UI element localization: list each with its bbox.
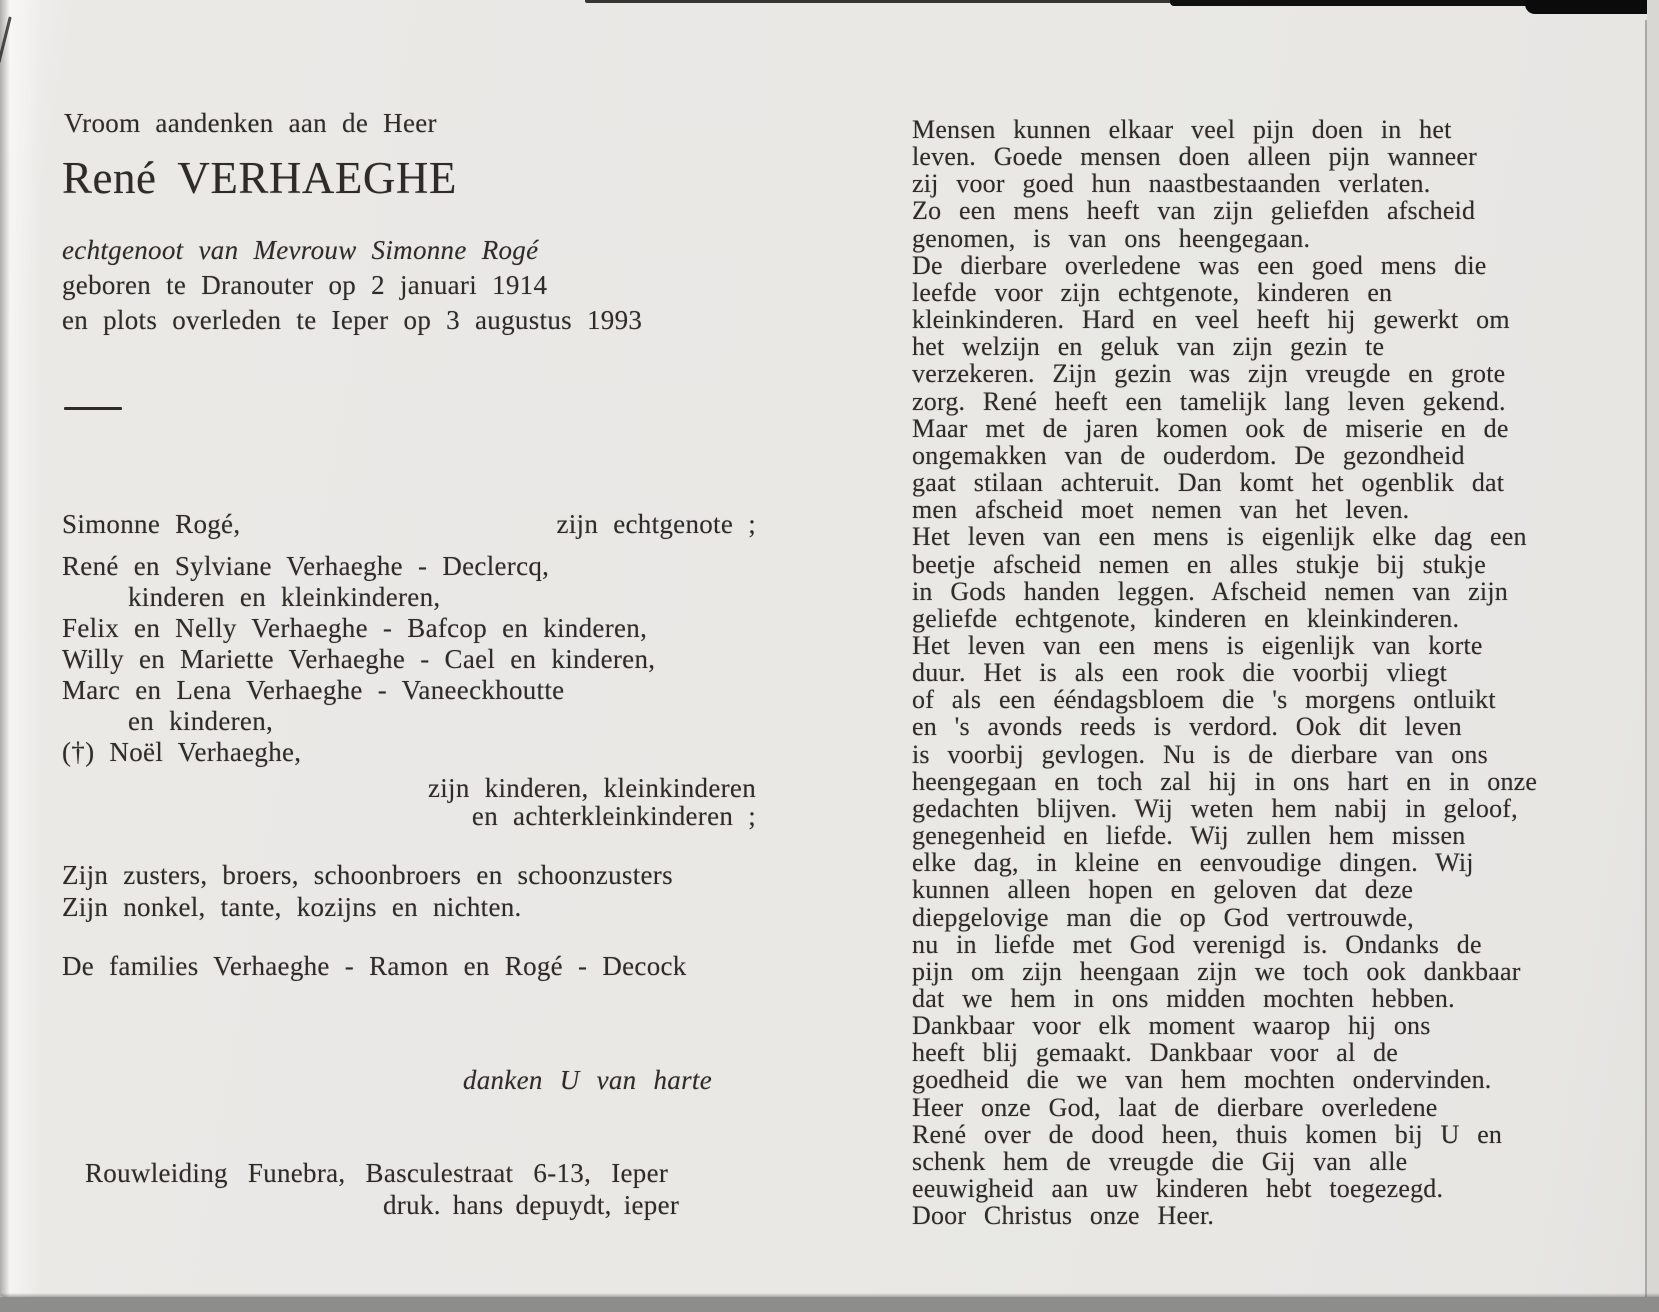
children-closing	[62, 774, 756, 830]
separator-dash	[64, 407, 122, 410]
children-closing-line: zijn kinderen, kleinkinderen	[427, 773, 756, 803]
family-line: (†) Noël Verhaeghe,	[62, 737, 302, 767]
memorial-text-line: heeft blij gemaakt. Dankbaar voor al de	[912, 1038, 1399, 1068]
memorial-text-line: heengegaan en toch zal hij in ons hart en in onze	[912, 766, 1538, 796]
memorial-text-line: dat we hem in ons midden mochten hebben.	[912, 984, 1455, 1013]
family-line: René en Sylviane Verhaeghe - Declercq,	[62, 551, 550, 581]
scan-left-shadow-edge	[0, 0, 10, 1312]
memorial-text-line: beetje afscheid nemen en alles stukje bij stukje	[912, 549, 1486, 579]
memorial-text-line: leefde voor zijn echtgenote, kinderen en	[912, 277, 1393, 307]
memorial-text-line: leven. Goede mensen doen alleen pijn wanneer	[912, 142, 1477, 172]
memorial-text-line: pijn om zijn heengaan zijn we toch ook dankbaar	[912, 956, 1521, 986]
memorial-text-line: en 's avonds reeds is verdord. Ook dit leven	[912, 712, 1462, 742]
memorial-text-line: De dierbare overledene was een goed mens die	[912, 250, 1487, 280]
memorial-text-line: het welzijn en geluk van zijn gezin te	[912, 332, 1385, 362]
family-line: Willy en Mariette Verhaeghe - Cael en kinderen,	[62, 644, 656, 674]
memorial-text-line: gedachten blijven. Wij weten hem nabij in geloof,	[912, 793, 1518, 823]
memorial-text	[912, 116, 1537, 1229]
intro-line: Vroom aandenken aan de Heer	[64, 108, 437, 138]
memorial-text-line: diepgelovige man die op God vertrouwde,	[912, 902, 1414, 932]
memorial-text-line: René over de dood heen, thuis komen bij U en	[912, 1119, 1503, 1149]
memorial-text-line: zij voor goed hun naastbestaanden verlaten.	[912, 169, 1431, 199]
memorial-text-line: zorg. René heeft een tamelijk lang leven gekend.	[912, 386, 1506, 416]
memorial-text-line: Door Christus onze Heer.	[912, 1201, 1215, 1231]
memorial-text-line: Zo een mens heeft van zijn geliefden afscheid	[912, 196, 1476, 226]
memorial-text-line: genomen, is van ons heengegaan.	[912, 223, 1311, 253]
memorial-text-line: verzekeren. Zijn gezin was zijn vreugde en grote	[912, 359, 1506, 389]
memorial-text-line: Het leven van een mens is eigenlijk van korte	[912, 630, 1483, 660]
scanner-background-bar	[0, 1297, 1659, 1312]
thanks-line: danken U van harte	[462, 1065, 712, 1095]
memorial-text-line: genegenheid en liefde. Wij zullen hem missen	[912, 821, 1466, 851]
widow-relation: zijn echtgenote ;	[556, 509, 756, 539]
memorial-text-line: in Gods handen leggen. Afscheid nemen van zijn	[912, 576, 1508, 606]
memorial-text-line: eeuwigheid aan uw kinderen hebt toegezegd.	[912, 1174, 1444, 1204]
relatives-line: Zijn nonkel, tante, kozijns en nichten.	[62, 891, 522, 922]
families-line: De families Verhaeghe - Ramon en Rogé - Decock	[62, 951, 687, 981]
memorial-text-line: Heer onze God, laat de dierbare overledene	[912, 1092, 1438, 1122]
family-line: kinderen en kleinkinderen,	[128, 582, 441, 612]
family-line: Felix en Nelly Verhaeghe - Bafcop en kinderen,	[62, 613, 648, 643]
memorial-text-line: schenk hem de vreugde die Gij van alle	[912, 1146, 1408, 1176]
funeral-home-line: Rouwleiding Funebra, Basculestraat 6-13, Ieper	[85, 1158, 669, 1188]
widow-name: Simonne Rogé,	[62, 509, 241, 539]
deceased-name: René VERHAEGHE	[62, 153, 457, 203]
memorial-text-line: is voorbij gevlogen. Nu is de dierbare van ons	[912, 739, 1488, 769]
family-line: Marc en Lena Verhaeghe - Vaneeckhoutte	[62, 675, 565, 705]
memorial-text-line: goedheid die we van hem mochten ondervinden.	[912, 1065, 1492, 1095]
memorial-text-line: of als een ééndagsbloem die 's morgens ontluikt	[912, 685, 1496, 715]
memorial-text-line: elke dag, in kleine en eenvoudige dingen. Wij	[912, 848, 1474, 878]
memorial-text-line: kunnen alleen hopen en geloven dat deze	[912, 875, 1414, 905]
memorial-text-line: nu in liefde met God verenigd is. Ondanks de	[912, 929, 1482, 959]
birth-line: geboren te Dranouter op 2 januari 1914	[62, 270, 548, 300]
memorial-text-line: Maar met de jaren komen ook de miserie en de	[912, 413, 1509, 443]
memorial-text-line: duur. Het is als een rook die voorbij vliegt	[912, 658, 1448, 688]
memorial-text-line: Dankbaar voor elk moment waarop hij ons	[912, 1011, 1431, 1041]
scan-top-edge-corner	[1525, 0, 1659, 14]
widow-row	[62, 509, 756, 540]
scan-right-band	[1647, 0, 1659, 1312]
death-line: en plots overleden te Ieper op 3 augustus 1993	[62, 305, 643, 335]
memorial-text-line: men afscheid moet nemen van het leven.	[912, 495, 1410, 525]
printer-line: druk. hans depuydt, ieper	[383, 1190, 680, 1220]
family-list	[62, 551, 655, 768]
spouse-line: echtgenoot van Mevrouw Simonne Rogé	[62, 235, 539, 265]
scan-right-fold-line	[1645, 20, 1647, 1298]
relatives-lines	[62, 860, 673, 923]
memorial-text-line: geliefde echtgenote, kinderen en kleinkinderen.	[912, 603, 1460, 633]
memorial-text-line: ongemakken van de ouderdom. De gezondheid	[912, 440, 1465, 470]
memorial-text-line: gaat stilaan achteruit. Dan komt het ogenblik dat	[912, 468, 1505, 498]
memorial-text-line: kleinkinderen. Hard en veel heeft hij gewerkt om	[912, 305, 1510, 335]
relatives-line: Zijn zusters, broers, schoonbroers en schoonzusters	[62, 860, 673, 890]
memorial-text-line: Het leven van een mens is eigenlijk elke dag een	[912, 522, 1527, 552]
children-closing-line: en achterkleinkinderen ;	[471, 801, 756, 831]
family-line: en kinderen,	[128, 706, 274, 736]
memorial-text-line: Mensen kunnen elkaar veel pijn doen in het	[912, 115, 1452, 144]
